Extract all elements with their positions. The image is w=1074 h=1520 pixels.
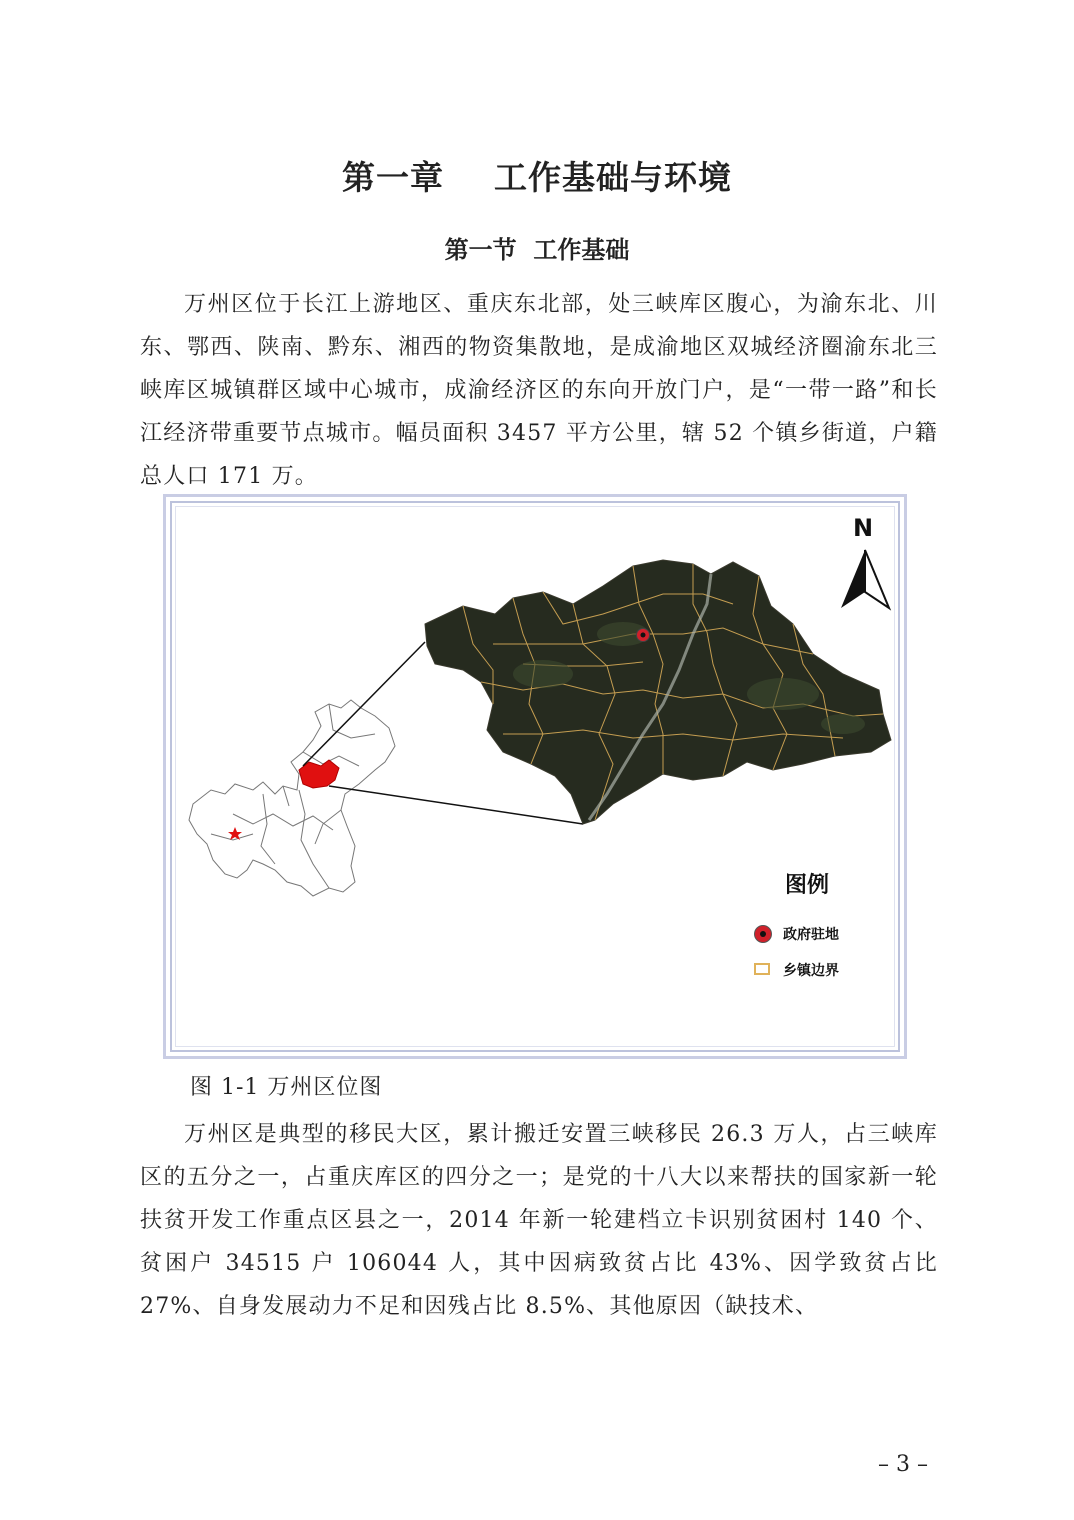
- wanzhou-satellite-region: [425, 560, 891, 824]
- north-label: N: [853, 514, 874, 542]
- government-seat-marker-icon: [637, 629, 650, 642]
- red-dot-icon: [754, 925, 772, 943]
- legend-item-label: 政府驻地: [783, 927, 839, 943]
- legend-item-town-boundary: [753, 960, 839, 980]
- figure-caption: 图 1-1 万州区位图: [190, 1075, 383, 1100]
- page-number: – 3 –: [878, 1452, 928, 1477]
- paragraph-migration: 万州区是典型的移民大区，累计搬迁安置三峡移民 26.3 万人，占三峡库区的五分之一，占重庆库区的四分之一；是党的十八大以来帮扶的国家新一轮扶贫开发工作重点区县之一，2014 年新一轮建档立卡识别贫困村 140 个、贫困户 34515 户 106044 人，其中因病致贫占比 43%、因学致贫占比 27%、自身发展动力不足和因残占比 8.5%、其他原因（缺技术、: [140, 1122, 938, 1319]
- paragraph-intro: 万州区位于长江上游地区、重庆东北部，处三峡库区腹心，为渝东北、川东、鄂西、陕南、黔东、湘西的物资集散地，是成渝地区双城经济圈渝东北三峡库区城镇群区域中心城市，成渝经济区的东向开放门户，是“一带一路”和长江经济带重要节点城市。幅员面积 3457 平方公里，辖 52 个镇乡街道，户籍总人口 171 万。: [140, 292, 938, 489]
- boundary-box-icon: [754, 963, 770, 975]
- chapter-title: 第一章 工作基础与环境: [342, 158, 732, 197]
- legend-item-label: 乡镇边界: [783, 963, 839, 979]
- connector-line-bottom: [329, 786, 583, 824]
- location-map-figure: [163, 494, 907, 1059]
- section-title: 第一节 工作基础: [444, 236, 630, 264]
- legend-title: 图例: [785, 873, 830, 898]
- legend-item-government-seat: [753, 924, 839, 944]
- chongqing-outline-map: [189, 700, 395, 896]
- north-arrow-icon: [841, 550, 889, 608]
